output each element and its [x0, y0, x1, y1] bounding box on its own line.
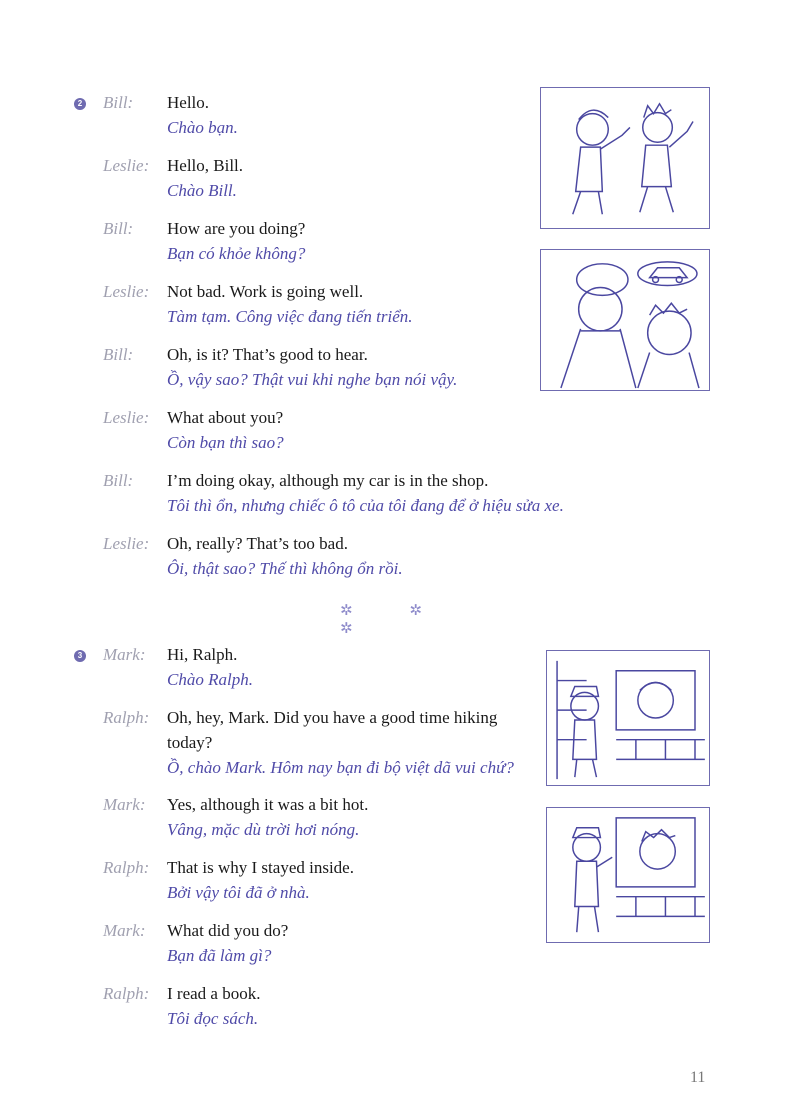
speaker-label: Ralph: — [103, 984, 150, 1003]
section-separator: ✲ ✲ ✲ — [340, 601, 448, 637]
speaker-label: Bill: — [103, 93, 134, 112]
english-line: Oh, hey, Mark. Did you have a good time hiking — [167, 708, 498, 727]
english-line: Hello. — [167, 93, 210, 112]
english-line: Oh, really? That’s too bad. — [167, 534, 348, 553]
english-line: How are you doing? — [167, 219, 306, 238]
english-line: Hi, Ralph. — [167, 645, 238, 664]
vietnamese-translation: Ồ, chào Mark. Hôm nay bạn đi bộ việt dã vui chứ? — [167, 758, 514, 777]
vietnamese-translation: Ồ, vậy sao? Thật vui khi nghe bạn nói vậy. — [167, 370, 458, 389]
two-men-talking-car-thought-illustration — [540, 249, 710, 391]
english-line: Hello, Bill. — [167, 156, 244, 175]
english-line: Oh, is it? That’s good to hear. — [167, 345, 368, 364]
speaker-label: Bill: — [103, 471, 134, 490]
speaker-label: Mark: — [103, 795, 146, 814]
vietnamese-translation: Chào Bill. — [167, 181, 237, 200]
english-line: That is why I stayed inside. — [167, 858, 354, 877]
speaker-label: Mark: — [103, 921, 146, 940]
vietnamese-translation: Ôi, thật sao? Thế thì không ổn rồi. — [167, 559, 403, 578]
vietnamese-translation: Tôi đọc sách. — [167, 1009, 259, 1028]
vietnamese-translation: Còn bạn thì sao? — [167, 433, 284, 452]
speaker-label: Leslie: — [103, 282, 150, 301]
english-line: Yes, although it was a bit hot. — [167, 795, 369, 814]
boy-hiker-at-window-illustration — [546, 650, 710, 786]
vietnamese-translation: Bạn có khỏe không? — [167, 244, 306, 263]
boy-and-man-at-window-illustration — [546, 807, 710, 943]
english-line: What did you do? — [167, 921, 289, 940]
dialogue-number-marker: 2 — [74, 98, 86, 110]
vietnamese-translation: Chào Ralph. — [167, 670, 253, 689]
vietnamese-translation: Tàm tạm. Công việc đang tiến triển. — [167, 307, 413, 326]
speaker-label: Ralph: — [103, 858, 150, 877]
speaker-label: Bill: — [103, 345, 134, 364]
dialogue-number-marker: 3 — [74, 650, 86, 662]
english-line: What about you? — [167, 408, 284, 427]
two-men-greeting-illustration — [540, 87, 710, 229]
english-line: I read a book. — [167, 984, 261, 1003]
vietnamese-translation: Chào bạn. — [167, 118, 238, 137]
english-line-continued: today? — [167, 733, 213, 752]
vietnamese-translation: Bởi vậy tôi đã ở nhà. — [167, 883, 310, 902]
vietnamese-translation: Bạn đã làm gì? — [167, 946, 272, 965]
speaker-label: Leslie: — [103, 156, 150, 175]
page-number: 11 — [690, 1069, 706, 1086]
vietnamese-translation: Vâng, mặc dù trời hơi nóng. — [167, 820, 360, 839]
vietnamese-translation: Tôi thì ổn, nhưng chiếc ô tô của tôi đang để ở hiệu sửa xe. — [167, 496, 564, 515]
english-line: I’m doing okay, although my car is in the shop. — [167, 471, 489, 490]
english-line: Not bad. Work is going well. — [167, 282, 364, 301]
speaker-label: Bill: — [103, 219, 134, 238]
speaker-label: Mark: — [103, 645, 146, 664]
speaker-label: Leslie: — [103, 408, 150, 427]
speaker-label: Leslie: — [103, 534, 150, 553]
speaker-label: Ralph: — [103, 708, 150, 727]
